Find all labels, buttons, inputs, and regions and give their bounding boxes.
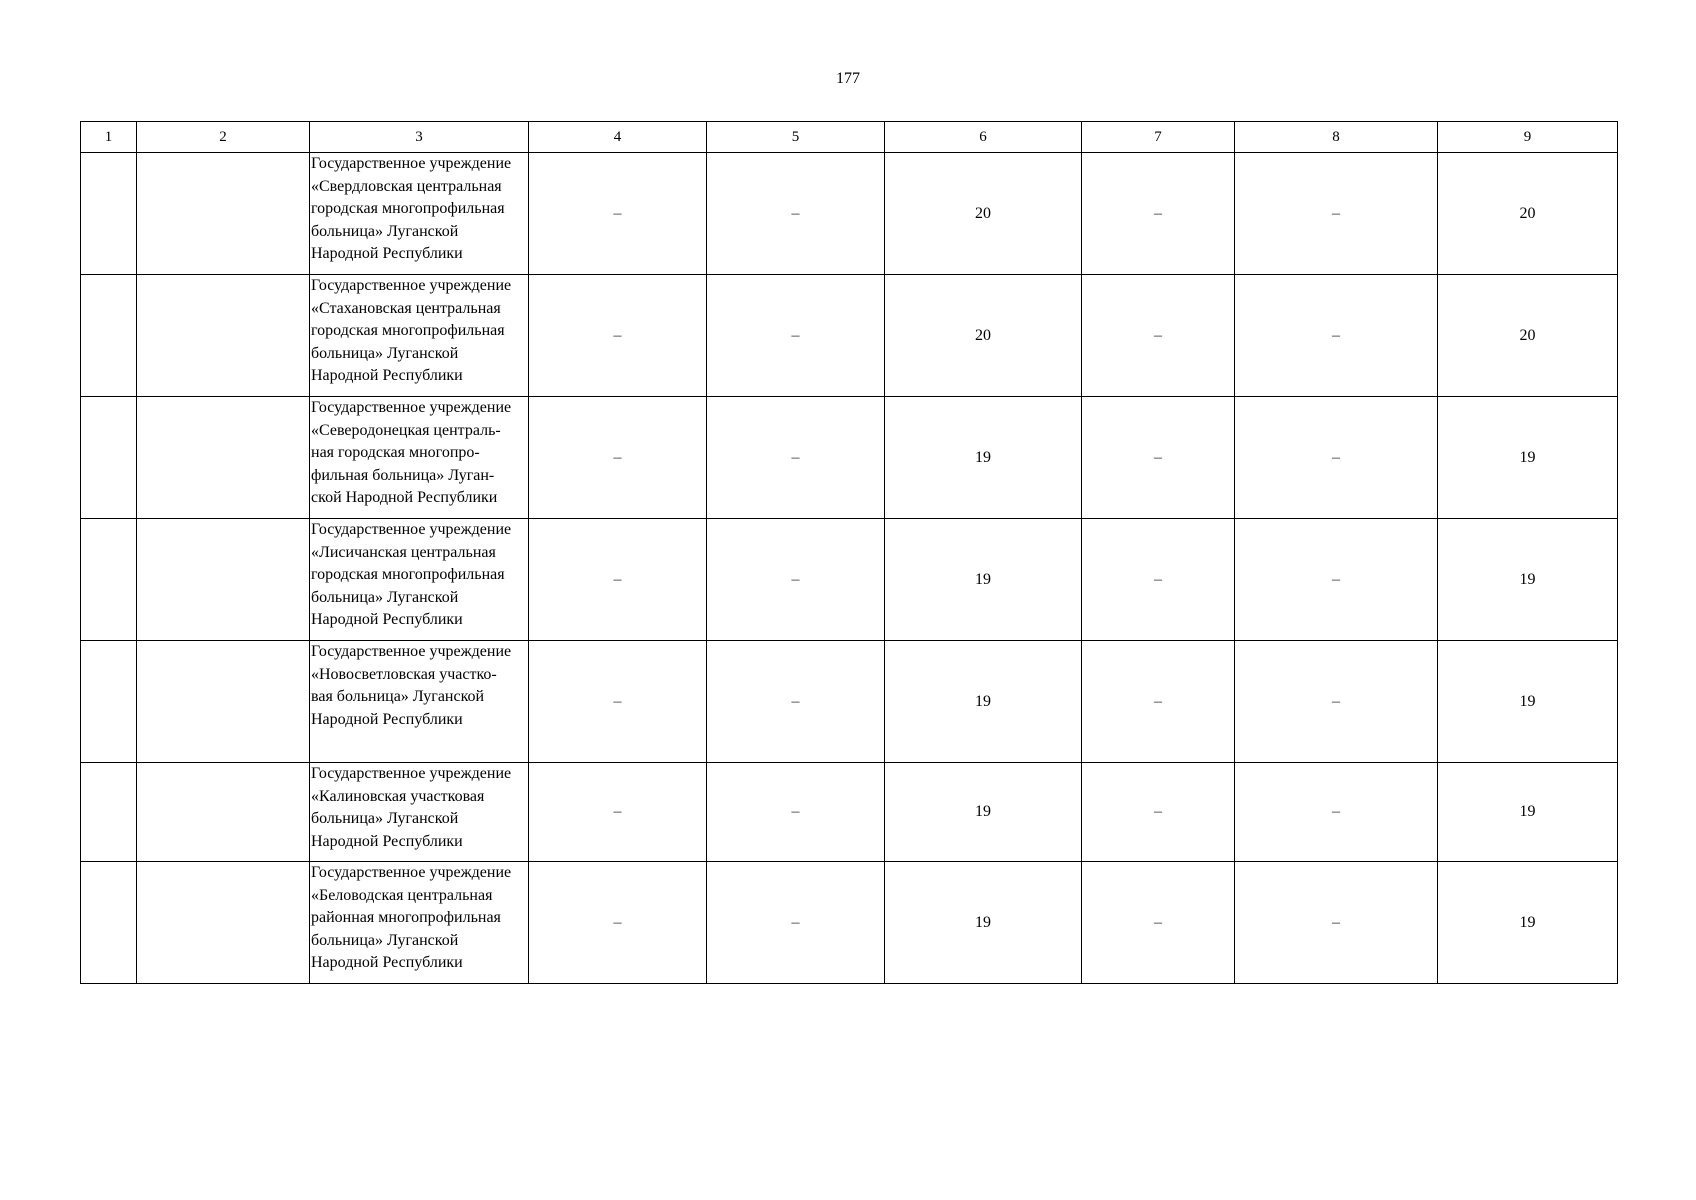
cell-col-4: – <box>529 519 707 641</box>
cell-col-8: – <box>1235 153 1438 275</box>
institution-name-line: Государственное учреждение <box>311 521 512 538</box>
institution-name-line: «Стахановская центральная <box>311 299 501 317</box>
cell-col-9: 20 <box>1438 153 1618 275</box>
cell-col-9: 19 <box>1438 862 1618 984</box>
institution-name-line: районная многопрофильная <box>311 909 501 926</box>
institution-name-line: больница» Луганской <box>311 810 459 827</box>
institution-name-cell <box>310 519 529 641</box>
column-header-7: 7 <box>1082 122 1235 153</box>
cell-col-5: – <box>707 153 885 275</box>
institution-name-line: Государственное учреждение <box>311 155 512 172</box>
cell-col-2 <box>137 519 310 641</box>
institution-name-line: «Новосветловская участко- <box>311 665 497 683</box>
data-table <box>80 121 1618 984</box>
table-row <box>81 519 1618 641</box>
cell-col-7: – <box>1082 641 1235 763</box>
cell-col-2 <box>137 763 310 862</box>
cell-col-7: – <box>1082 397 1235 519</box>
institution-name-cell <box>310 763 529 862</box>
institution-name-line: Народной Республики <box>311 832 463 850</box>
cell-col-2 <box>137 153 310 275</box>
cell-col-2 <box>137 641 310 763</box>
cell-col-5: – <box>707 275 885 397</box>
cell-col-8: – <box>1235 763 1438 862</box>
institution-name-line: Народной Республики <box>311 367 463 384</box>
institution-name-line: «Калиновская участковая <box>311 787 485 805</box>
cell-col-9: 19 <box>1438 397 1618 519</box>
column-header-2: 2 <box>137 122 310 153</box>
cell-col-9: 19 <box>1438 641 1618 763</box>
institution-name-line: городская многопрофильная <box>311 566 505 583</box>
institution-name-line: Государственное учреждение <box>311 399 512 416</box>
cell-col-8: – <box>1235 275 1438 397</box>
cell-col-1 <box>81 397 137 519</box>
institution-name-line: городская многопрофильная <box>311 200 505 217</box>
cell-col-6: 19 <box>885 862 1082 984</box>
column-header-9: 9 <box>1438 122 1618 153</box>
institution-name-line: Государственное учреждение <box>311 643 512 660</box>
cell-col-2 <box>137 397 310 519</box>
cell-col-5: – <box>707 763 885 862</box>
institution-name-line: Народной Республики <box>311 710 463 728</box>
cell-col-7: – <box>1082 275 1235 397</box>
institution-name-cell <box>310 862 529 984</box>
cell-col-2 <box>137 862 310 984</box>
table-row <box>81 763 1618 862</box>
institution-name-line: больница» Луганской <box>311 222 459 240</box>
cell-col-2 <box>137 275 310 397</box>
cell-col-5: – <box>707 397 885 519</box>
cell-col-4: – <box>529 397 707 519</box>
institution-name-line: фильная больница» Луган- <box>311 466 495 484</box>
cell-col-5: – <box>707 641 885 763</box>
institution-name-line: Государственное учреждение <box>311 765 512 782</box>
cell-col-4: – <box>529 275 707 397</box>
table-header-row <box>81 122 1618 153</box>
institution-name-line: ная городская многопро- <box>311 444 480 461</box>
cell-col-6: 19 <box>885 763 1082 862</box>
cell-col-4: – <box>529 641 707 763</box>
institution-name-line: Государственное учреждение <box>311 277 512 294</box>
institution-name-line: «Свердловская центральная <box>311 177 502 195</box>
cell-col-4: – <box>529 153 707 275</box>
cell-col-8: – <box>1235 862 1438 984</box>
cell-col-6: 19 <box>885 397 1082 519</box>
institution-name-cell <box>310 641 529 763</box>
table-row <box>81 153 1618 275</box>
cell-col-7: – <box>1082 862 1235 984</box>
cell-col-5: – <box>707 519 885 641</box>
cell-col-8: – <box>1235 519 1438 641</box>
institution-name-line: больница» Луганской <box>311 931 459 949</box>
cell-col-8: – <box>1235 397 1438 519</box>
institution-name-line: Народной Республики <box>311 611 463 628</box>
cell-col-8: – <box>1235 641 1438 763</box>
institution-name-line: Народной Республики <box>311 245 463 262</box>
table-row <box>81 862 1618 984</box>
column-header-3: 3 <box>310 122 529 153</box>
cell-col-6: 19 <box>885 519 1082 641</box>
cell-col-9: 19 <box>1438 763 1618 862</box>
institution-name-line: «Беловодская центральная <box>311 886 493 904</box>
column-header-5: 5 <box>707 122 885 153</box>
institution-name-line: больница» Луганской <box>311 588 459 606</box>
cell-col-4: – <box>529 763 707 862</box>
cell-col-1 <box>81 862 137 984</box>
column-header-1: 1 <box>81 122 137 153</box>
table-row <box>81 641 1618 763</box>
institution-name-line: «Северодонецкая централь- <box>311 421 501 439</box>
institution-name-line: «Лисичанская центральная <box>311 543 496 561</box>
cell-col-5: – <box>707 862 885 984</box>
page-number: 177 <box>836 70 860 87</box>
cell-col-7: – <box>1082 519 1235 641</box>
cell-col-7: – <box>1082 763 1235 862</box>
institution-name-cell <box>310 275 529 397</box>
cell-col-1 <box>81 519 137 641</box>
column-header-6: 6 <box>885 122 1082 153</box>
institution-name-line: вая больница» Луганской <box>311 688 485 705</box>
institution-name-line: Народной Республики <box>311 954 463 971</box>
institution-name-cell <box>310 153 529 275</box>
institution-name-cell <box>310 397 529 519</box>
cell-col-1 <box>81 763 137 862</box>
cell-col-9: 19 <box>1438 519 1618 641</box>
cell-col-7: – <box>1082 153 1235 275</box>
column-header-8: 8 <box>1235 122 1438 153</box>
cell-col-1 <box>81 153 137 275</box>
institution-name-line: ской Народной Республики <box>311 489 498 506</box>
table-row <box>81 275 1618 397</box>
institution-name-line: больница» Луганской <box>311 344 459 362</box>
column-header-4: 4 <box>529 122 707 153</box>
institution-name-line: Государственное учреждение <box>311 864 512 881</box>
cell-col-1 <box>81 641 137 763</box>
institution-name-line: городская многопрофильная <box>311 322 505 339</box>
cell-col-6: 20 <box>885 275 1082 397</box>
cell-col-6: 19 <box>885 641 1082 763</box>
table-row <box>81 397 1618 519</box>
cell-col-4: – <box>529 862 707 984</box>
cell-col-1 <box>81 275 137 397</box>
cell-col-6: 20 <box>885 153 1082 275</box>
cell-col-9: 20 <box>1438 275 1618 397</box>
